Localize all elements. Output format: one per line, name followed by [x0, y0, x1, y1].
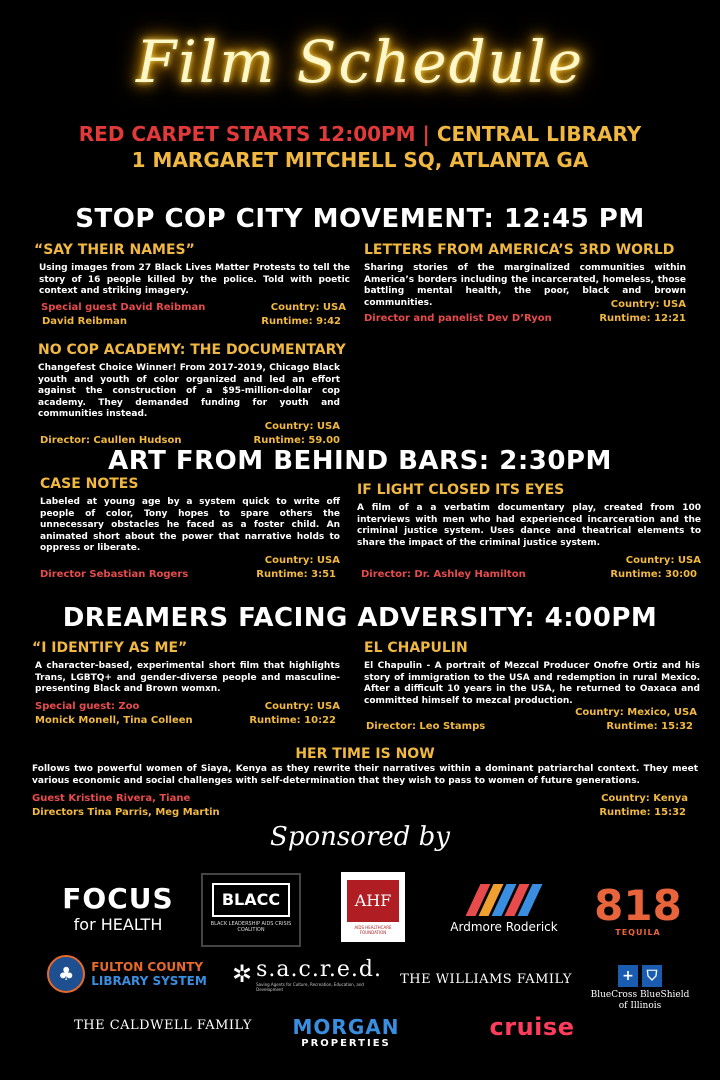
film-title: LETTERS FROM AMERICA’S 3RD WORLD	[364, 242, 675, 258]
818-wordmark: 818	[594, 880, 682, 930]
focus-wordmark: FOCUS	[62, 882, 174, 915]
film-title: “I IDENTIFY AS ME”	[32, 640, 188, 656]
blacc-subline: BLACK LEADERSHIP AIDS CRISIS COALITION	[210, 921, 292, 933]
film-runtime: Runtime: 3:51	[256, 568, 336, 580]
film-runtime: Runtime: 12:21	[599, 313, 686, 324]
film-description: Labeled at young age by a system quick to write off people of color, Tony hopes to spare others the unnecessary obstacles he faced as a foster child. An animated short about the power that narrative holds to oppress or liberate.	[40, 497, 340, 553]
film-country: Country: USA	[625, 555, 701, 566]
morgan-line1: MORGAN	[292, 1014, 400, 1039]
film-description: Using images from 27 Black Lives Matter Protests to tell the story of 16 people killed by the police. Told with poetic context and striking imagery.	[39, 263, 350, 296]
ahf-logo	[341, 872, 405, 942]
film-meta-row	[357, 569, 701, 583]
film-meta-row	[40, 555, 340, 569]
film-title: “SAY THEIR NAMES”	[34, 242, 195, 258]
bluecross-line2: of Illinois	[618, 1000, 662, 1011]
fulton-line2: LIBRARY SYSTEM	[91, 974, 207, 988]
film-director: Director: Dr. Ashley Hamilton	[361, 569, 526, 580]
film-director: Director and panelist Dev D’Ryon	[364, 313, 552, 324]
film-director: Monick Monell, Tina Colleen	[35, 714, 193, 726]
focus-subline: for HEALTH	[73, 915, 163, 934]
film-if-light-closed	[357, 482, 701, 583]
film-description: Changefest Choice Winner! From 2017-2019, Chicago Black youth and youth of color organized and led an effort against the construction of a $95-million-dollar cop academy. They demanded funding for youth and communities instead.	[38, 363, 340, 419]
film-description: A character-based, experimental short film that highlights Trans, LGBTQ+ and gender-diverse people and masculine-presenting Black and Brown womxn.	[35, 661, 340, 694]
film-runtime: Runtime: 30:00	[610, 569, 697, 580]
sacred-logo	[232, 952, 382, 996]
film-description: El Chapulin - A portrait of Mezcal Producer Onofre Ortiz and his story of immigration to the USA and redemption in rural Mexico. After a difficult 10 years in the USA, he returned to Oaxaca and committed himself to mezcal production.	[364, 661, 700, 706]
caldwell-family-logo	[74, 1014, 252, 1036]
film-director: Director: Leo Stamps	[366, 721, 486, 732]
red-carpet-time: RED CARPET STARTS 12:00PM |	[78, 122, 430, 146]
film-description: Sharing stories of the marginalized communities within America’s borders including the incarcerated, homeless, those battling mental health, the poor, black and brown communities.	[364, 263, 686, 308]
bluecross-blueshield-logo	[588, 960, 692, 1016]
fulton-line1: FULTON COUNTY	[91, 960, 204, 974]
ardmore-roderick-logo	[446, 880, 562, 938]
film-letters-from-america	[364, 242, 686, 327]
818-tequila-logo	[596, 880, 680, 940]
film-title: CASE NOTES	[40, 476, 139, 492]
morgan-line2: PROPERTIES	[301, 1037, 391, 1049]
poster-title: Film Schedule	[135, 28, 585, 96]
film-her-time-is-now	[32, 746, 698, 821]
818-subline: TEQUILA	[615, 927, 661, 937]
film-runtime: Runtime: 15:32	[606, 721, 693, 732]
film-case-notes	[40, 476, 340, 583]
block-title-stop-cop-city: STOP COP CITY MOVEMENT: 12:45 PM	[75, 204, 645, 234]
film-director: Directors Tina Parris, Meg Martin	[32, 807, 220, 818]
film-description: A film of a a verbatim documentary play, created from 100 interviews with men who had experienced incarceration and the criminal justice system. Uses dance and theatrical elements to share the impact of the criminal justice system.	[357, 503, 701, 548]
film-title: HER TIME IS NOW	[295, 746, 435, 762]
film-meta-row	[364, 313, 686, 327]
film-runtime: Runtime: 59.00	[253, 434, 340, 446]
venue-address: 1 MARGARET MITCHELL SQ, ATLANTA GA	[131, 148, 589, 172]
film-meta-row	[32, 715, 340, 729]
morgan-properties-logo	[292, 1014, 400, 1050]
williams-wordmark: THE WILLIAMS FAMILY	[400, 971, 572, 987]
film-country: Country: USA	[270, 301, 346, 313]
film-meta-row	[34, 316, 350, 330]
bluecross-line1: BlueCross BlueShield	[590, 989, 690, 1000]
film-description: Follows two powerful women of Siaya, Kenya as they rewrite their narratives within a dominant patriarchal context. They meet various economic and social challenges with self-determination that they wish to pass to women of future generations.	[32, 764, 698, 786]
film-meta-row	[364, 299, 686, 313]
sacred-wordmark: s.a.c.r.e.d.	[256, 956, 382, 982]
film-meta-row	[40, 569, 340, 583]
bluecross-shield-icon: + ⛉	[618, 965, 662, 987]
fulton-county-library-logo	[42, 952, 212, 996]
cruise-wordmark: cruise	[489, 1013, 575, 1041]
blacc-logo	[200, 872, 302, 948]
ahf-subline: AIDS HEALTHCARE FOUNDATION	[354, 924, 392, 935]
film-meta-row	[32, 807, 698, 821]
film-country: Country: USA	[264, 700, 340, 712]
film-guest: Guest Kristine Rivera, Tiane	[32, 793, 191, 804]
sacred-subline: Saving Agents for Culture, Recreation, Education, and Development	[256, 981, 364, 992]
film-country: Country: Kenya	[601, 793, 688, 804]
film-meta-row	[38, 421, 340, 435]
blacc-box	[201, 873, 301, 947]
ardmore-wordmark: Ardmore Roderick	[450, 920, 558, 934]
ahf-wordmark: AHF	[347, 880, 399, 922]
film-runtime: Runtime: 10:22	[249, 714, 336, 726]
venue-name: CENTRAL LIBRARY	[436, 122, 642, 146]
film-director: Director Sebastian Rogers	[40, 568, 189, 580]
film-meta-row	[32, 793, 698, 807]
film-meta-row	[357, 555, 701, 569]
film-title: NO COP ACADEMY: THE DOCUMENTARY	[38, 342, 346, 358]
film-country: Country: USA	[610, 299, 686, 310]
cruise-logo	[484, 1010, 580, 1044]
ardmore-mark-icon	[464, 884, 544, 916]
film-country: Country: USA	[264, 420, 340, 432]
caldwell-wordmark: THE CALDWELL FAMILY	[74, 1017, 252, 1033]
sponsored-by-heading: Sponsored by	[270, 822, 450, 852]
williams-family-logo	[400, 968, 572, 990]
film-runtime: Runtime: 9:42	[261, 315, 341, 327]
film-director: Director: Caullen Hudson	[40, 434, 182, 446]
film-country: Country: Mexico, USA	[575, 707, 697, 718]
film-meta-row	[364, 721, 700, 735]
film-say-their-names	[34, 242, 350, 330]
focus-for-health-logo	[48, 878, 188, 938]
film-runtime: Runtime: 15:32	[599, 807, 686, 818]
tree-icon: ✲	[232, 960, 253, 988]
film-guest: Special guest: Zoo	[35, 700, 140, 712]
blacc-wordmark: BLACC	[212, 883, 290, 917]
red-carpet-line	[0, 122, 720, 146]
film-title: EL CHAPULIN	[364, 640, 468, 656]
ahf-box	[341, 872, 405, 942]
film-meta-row	[34, 302, 350, 316]
tree-icon: ♣	[47, 955, 85, 993]
film-title: IF LIGHT CLOSED ITS EYES	[357, 482, 565, 498]
film-el-chapulin	[364, 640, 700, 735]
film-i-identify-as-me	[32, 640, 340, 729]
film-country: Country: USA	[264, 554, 340, 566]
film-director: David Reibman	[42, 315, 127, 327]
film-meta-row	[364, 707, 700, 721]
block-title-dreamers: DREAMERS FACING ADVERSITY: 4:00PM	[62, 603, 658, 633]
film-meta-row	[32, 701, 340, 715]
block-title-art-behind-bars: ART FROM BEHIND BARS: 2:30PM	[108, 446, 612, 476]
film-no-cop-academy	[38, 342, 346, 449]
film-guest: Special guest David Reibman	[41, 301, 206, 313]
